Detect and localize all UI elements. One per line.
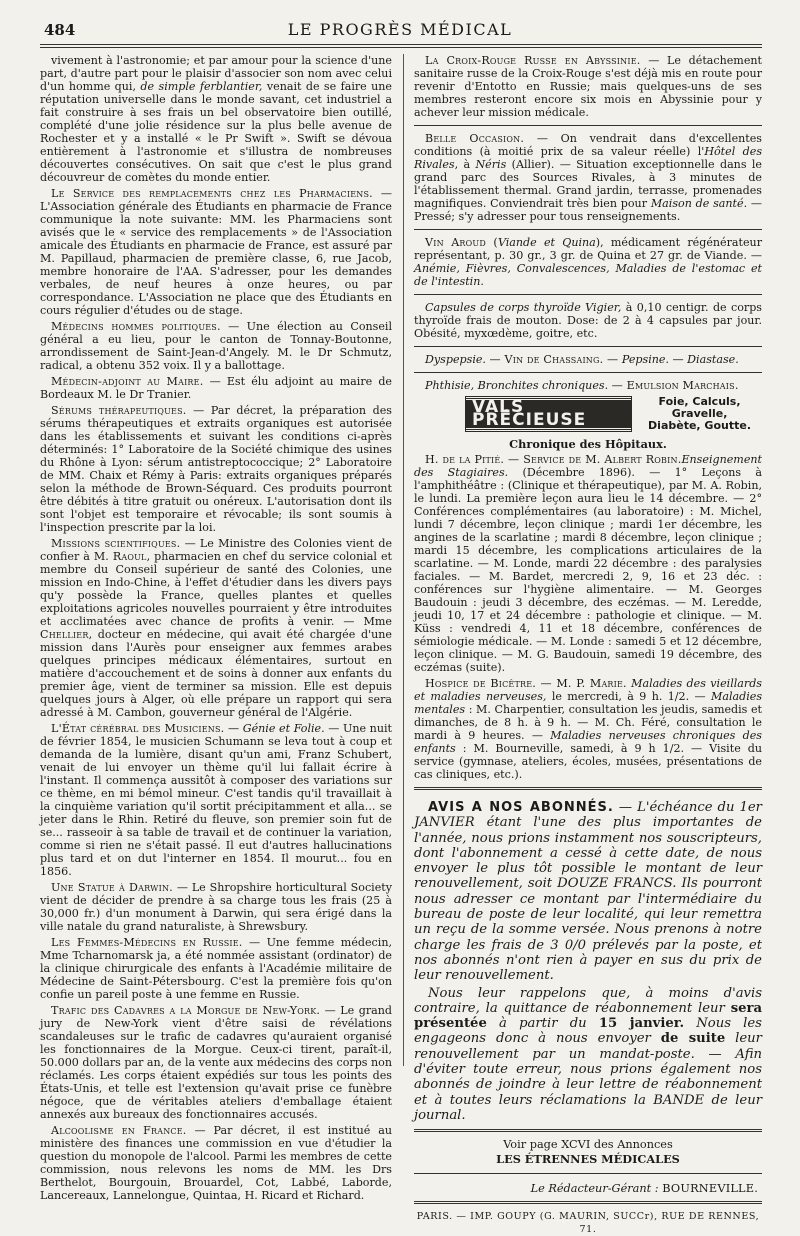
divider <box>414 294 762 295</box>
left-column <box>40 54 392 1205</box>
vals-logo: VALS PRÉCIEUSE <box>466 397 631 431</box>
ad-phthisie: Phthisie, Bronchites chroniques. — Emulsion Marchais. <box>425 379 739 392</box>
article-femmes-medecins: Les Femmes-Médecins en Russie. — Une femme médecin, Mme Tcharnomarsk ja, a été nommée assistant (ordinator) de la clinique chirurgicale des enfants à l'Académie militaire de Médecine de Saint-Pétersbourg. C'est la première fois qu'on confie un pareil poste à une femme en Russie. <box>40 936 392 1001</box>
divider <box>414 787 762 790</box>
vals-indications: Foie, Calculs, Gravelle, Diabète, Goutte. <box>648 395 752 432</box>
redacteur-gerant: Le Rédacteur-Gérant : BOURNEVILLE. <box>530 1182 758 1196</box>
article-heading: Les Femmes-Médecins en Russie. <box>51 936 243 949</box>
article-heading: Missions scientifiques. <box>51 537 181 550</box>
divider <box>414 125 762 126</box>
avis-paragraph-2: Nous leur rappelons que, à moins d'avis contraire, la quittance de réabonnement leur sera présentée à partir du 15 janvier. Nous les engageons donc à nous envoyer de suite leur renouvellement par un mandat-poste. — Afin d'éviter toute erreur, nous prions également nos abonnés de joindre à leur lettre de réabonnement et à toutes leurs réclamations la BANDE de leur journal. <box>414 985 762 1123</box>
divider <box>414 346 762 347</box>
ad-vin-aroud: Vin Aroud (Viande et Quina), médicament régénérateur représentant, p. 30 gr., 3 gr. de Quina et 27 gr. de Viande. — Anémie, Fièvres, Convalescences, Maladies de l'estomac et de l'intestin. <box>414 236 762 288</box>
article-missions: Missions scientifiques. — Le Ministre des Colonies vient de confier à M. Raoul, pharmacien en chef du service colonial et membre du Conseil supérieur de santé des Colonies, une mission en Indo-Chine, à l'effet d'étudier dans les divers pays qu'y possède la France, quelles plantes et quelles exploitations agricoles nouvelles pourraient y être introduites et acclimatées avec chance de profits à venir. — Mme Chellier, docteur en médecine, qui avait été chargée d'une mission dans l'Aurès pour enseigner aux femmes arabes quelques principes médicaux élémentaires, surtout en matière d'accouchement et de soins à donner aux enfants du premier âge, vient de terminer sa mission. Elle est depuis quelques jours à Alger, où elle prépare un rapport qui sera adressé à M. Cambon, gouverneur général de l'Algérie. <box>40 537 393 719</box>
ad-dyspepsie: Dyspepsie. — Vin de Chassaing. — Pepsine. — Diastase. <box>425 353 739 366</box>
article-remplacements: Le Service des remplacements chez les Pharmaciens. — L'Association générale des Étudiants en pharmacie de France communique la note suivante: MM. les Pharmaciens sont avisés que le « service des remplacements » de l'Association amicale des Étudiants en pharmacie de France, est assuré par M. Papillaud, pharmacien de première classe, 6, rue Jacob, membre honoraire de l'AA. S'adresser, pour les demandes verbales, de neuf heures à onze heures, ou par correspondance. L'Association ne place que des Étudiants en cours régulier d'études ou de stage. <box>40 187 392 317</box>
chronique-bicetre: Hospice de Bicêtre. — M. P. Marie. Maladies des vieillards et maladies nerveuses, le mercredi, à 9 h. 1/2. — Maladies mentales : M. Charpentier, consultation les jeudis, samedis et dimanches, de 8 h. à 9 h. — M. Ch. Féré, consultation le mardi à 9 heures. — Maladies nerveuses chroniques des enfants : M. Bourneville, samedi, à 9 h 1/2. — Visite du service (gymnase, ateliers, écoles, musées, présentations de cas cliniques, etc.). <box>414 677 763 781</box>
article-heading: Médecin-adjoint au Maire. <box>51 375 204 388</box>
article-heading: Belle Occasion. <box>425 132 525 145</box>
chronique-title: Chronique des Hôpitaux. <box>509 437 667 451</box>
page-number: 484 <box>44 21 76 39</box>
divider <box>414 1201 762 1204</box>
ad-belle-occasion: Belle Occasion. — On vendrait dans d'excellentes conditions (à moitié prix de sa valeur réelle) l'Hôtel des Rivales, à Néris (Allier). — Situation exceptionnelle dans le grand parc des Sources Rivales, à 3 minutes de l'établissement thermal. Grand jardin, terrasse, promenades magnifiques. Conviendrait très bien pour Maison de santé. — Pressé; s'y adresser pour tous renseignements. <box>414 132 763 223</box>
article-trafic-cadavres: Trafic des Cadavres a la Morgue de New-York. — Le grand jury de New-York vient d'être saisi de révélations scandaleuses sur le trafic de cadavres qu'auraient organisé les fonctionnaires de la Morgue. Ceux-ci tirent, paraît-il, 50.000 dollars par an, de la vente aux médecins des corps non réclamés. Les corps étaient expédiés sur tous les points des États-Unis, et telle est l'extension qu'avait prise ce funèbre négoce, que de véritables ateliers d'emballage étaient annexés aux bureaux des fonctionnaires accusés. <box>40 1004 393 1121</box>
article-musiciens: L'État cérébral des Musiciens. — Génie et Folie. — Une nuit de février 1854, le musicien Schumann se leva tout à coup et demanda de la lumière, disant qu'un ami, Franz Schubert, venait de lui envoyer un thème qu'il lui fallait écrire à l'instant. Il commença aussitôt à composer des variations sur ce thème, en mi bémol mineur. C'est tandis qu'il travaillait à la cinquième variation qu'il sortit précipitamment et alla... se jeter dans le Rhin. Retiré du fleuve, son premier soin fut de se... rasseoir à sa table de travail et de continuer la variation, comme si rien ne s'était passé. Il eut d'autres hallucinations plus tard et on dut l'interner en 1854. Il mourut... fou en 1856. <box>40 722 392 878</box>
article-heading: L'État cérébral des Musiciens. <box>51 722 225 735</box>
article-heading: Alcoolisme en France. <box>51 1124 187 1137</box>
article-heading: La Croix-Rouge Russe en Abyssinie. <box>425 54 641 67</box>
article-alcoolisme: Alcoolisme en France. — Par décret, il est institué au ministère des finances une commission en vue d'étudier la question du monopole de l'alcool. Parmi les membres de cette commission, nous relevons les noms de MM. les Drs Berthelot, Bourgouin, Brouardel, Cot, Labbé, Laborde, Lancereaux, Lannelongue, Quintaa, H. Ricard et Richard. <box>40 1124 393 1202</box>
ad-vals-precieuse <box>466 396 762 432</box>
page-header <box>40 18 760 38</box>
article-croix-rouge: La Croix-Rouge Russe en Abyssinie. — Le détachement sanitaire russe de la Croix-Rouge s'est déjà mis en route pour revenir d'Entotto en Russie; mais quelques-uns de ses membres resteront encore six mois en Abyssinie pour y achever leur mission médicale. <box>414 54 762 119</box>
right-column <box>414 54 762 1236</box>
avis-abonnes <box>414 800 762 1123</box>
article-heading: Trafic des Cadavres a la Morgue de New-York. <box>51 1004 321 1017</box>
avis-heading: AVIS A NOS ABONNÉS. <box>428 800 614 815</box>
ad-capsules-vigier: Capsules de corps thyroïde Vigier, à 0,10 centigr. de corps thyroïde frais de mouton. Dose: de 2 à 4 capsules par jour. Obésité, myxœdème, goitre, etc. <box>414 301 762 340</box>
avis-paragraph-1: AVIS A NOS ABONNÉS. — L'échéance du 1er JANVIER étant l'une des plus importantes de l'année, nous prions instamment nos souscripteurs, dont l'abonnement a cessé à cette date, de nous envoyer le plus tôt possible le montant de leur renouvellement, soit DOUZE FRANCS. Ils pourront nous adresser ce montant par l'intermédiaire du bureau de poste de leur localité, qui leur remettra un reçu de la somme versée. Nous prenons à notre charge les frais de 3 0/0 prélevés par la poste, et nos abonnés n'ont rien à payer en sus du prix de leur renouvellement. <box>414 800 762 984</box>
annonces-notice: Voir page XCVI des Annonces LES ÉTRENNES MÉDICALES <box>496 1138 680 1167</box>
divider <box>414 372 762 373</box>
article-medecins-politiques: Médecins hommes politiques. — Une élection au Conseil général a eu lieu, pour le canton de Tonnay-Boutonne, arrondissement de Saint-Jean-d'Angely. M. le Dr Schmutz, radical, a obtenu 352 voix. Il y a ballottage. <box>40 320 393 372</box>
divider <box>414 1173 762 1174</box>
divider <box>414 1129 762 1132</box>
article-heading: Sérums thérapeutiques. <box>51 404 187 417</box>
chronique-pitie: H. de la Pitié. — Service de M. Albert Robin.Enseignement des Stagiaires. (Décembre 1896). — 1° Leçons à l'amphithéâtre : (Clinique et thérapeutique), par M. A. Robin, le lundi. La première leçon aura lieu le 14 décembre. — 2° Conférences complémentaires (au laboratoire) : M. Michel, lundi 7 décembre, leçon clinique ; mardi 1er décembre, les angines de la scarlatine ; mardi 8 décembre, leçon clinique ; mardi 15 décembre, les complications articulaires de la scarlatine. — M. Londe, mardi 22 décembre : des paralysies faciales. — M. Bardet, mercredi 2, 9, 16 et 23 déc. : conférences sur l'hygiène alimentaire. — M. Georges Baudouin : jeudi 3 décembre, des eczémas. — M. Leredde, jeudi 10, 17 et 24 décembre : pathologie et clinique. — M. Küss : vendredi 4, 11 et 18 décembre, conférences de sémiologie médicale. — M. Londe : samedi 5 et 12 décembre, leçon clinique. — M. G. Baudouin, samedi 19 décembre, des eczémas (suite). <box>414 453 762 674</box>
article-heading: Une Statue à Darwin. <box>51 881 173 894</box>
divider <box>414 229 762 230</box>
running-title: LE PROGRÈS MÉDICAL <box>287 20 513 39</box>
article-heading: Médecins hommes politiques. <box>51 320 221 333</box>
article-darwin: Une Statue à Darwin. — Le Shropshire horticultural Society vient de décider de prendre à sa charge tous les frais (25 à 30,000 fr.) d'un monument à Darwin, qui sera érigé dans la ville natale du grand naturaliste, à Shrewsbury. <box>40 881 393 933</box>
article-swift: vivement à l'astronomie; et par amour pour la science d'une part, d'autre part pour le plaisir d'associer son nom avec celui d'un homme qui, de simple ferblantier, venait de se faire une réputation universelle dans le monde savant, cet industriel a fait construire à ses frais un bel observatoire bien outillé, complété d'une jolie résidence sur la plus belle avenue de Rochester et y a installé « le Pr Swift ». Swift se dévoua entièrement à l'astronomie et s'illustra de nombreuses découvertes consécutives. On sait que c'est le plus grand découvreur de comètes du monde entier. <box>40 54 392 184</box>
article-medecin-adjoint: Médecin-adjoint au Maire. — Est élu adjoint au maire de Bordeaux M. le Dr Tranier. <box>40 375 393 401</box>
header-rule <box>40 44 762 48</box>
article-heading: Le Service des remplacements chez les Pharmaciens. <box>51 187 373 200</box>
column-divider <box>403 54 404 1066</box>
printer-imprint: PARIS. — IMP. GOUPY (G. MAURIN, SUCCr), RUE DE RENNES, 71. <box>416 1211 760 1236</box>
article-serums: Sérums thérapeutiques. — Par décret, la préparation des sérums thérapeutiques et extraits organiques est autorisée dans les établissements et suivant les conditions ci-après déterminés: 1° Laboratoire de la Société chimique des usines du Rhône à Lyon: sérum antistreptococcique; 2° Laboratoire de MM. Chaix et Rémy à Paris: extraits organiques préparés selon la méthode de Brown-Séquard. Ces produits pourront être débités à titre gratuit ou onéreux. L'autorisation dont ils sont l'objet est temporaire et révocable; ils sont soumis à l'inspection prescrite par la loi. <box>40 404 392 534</box>
